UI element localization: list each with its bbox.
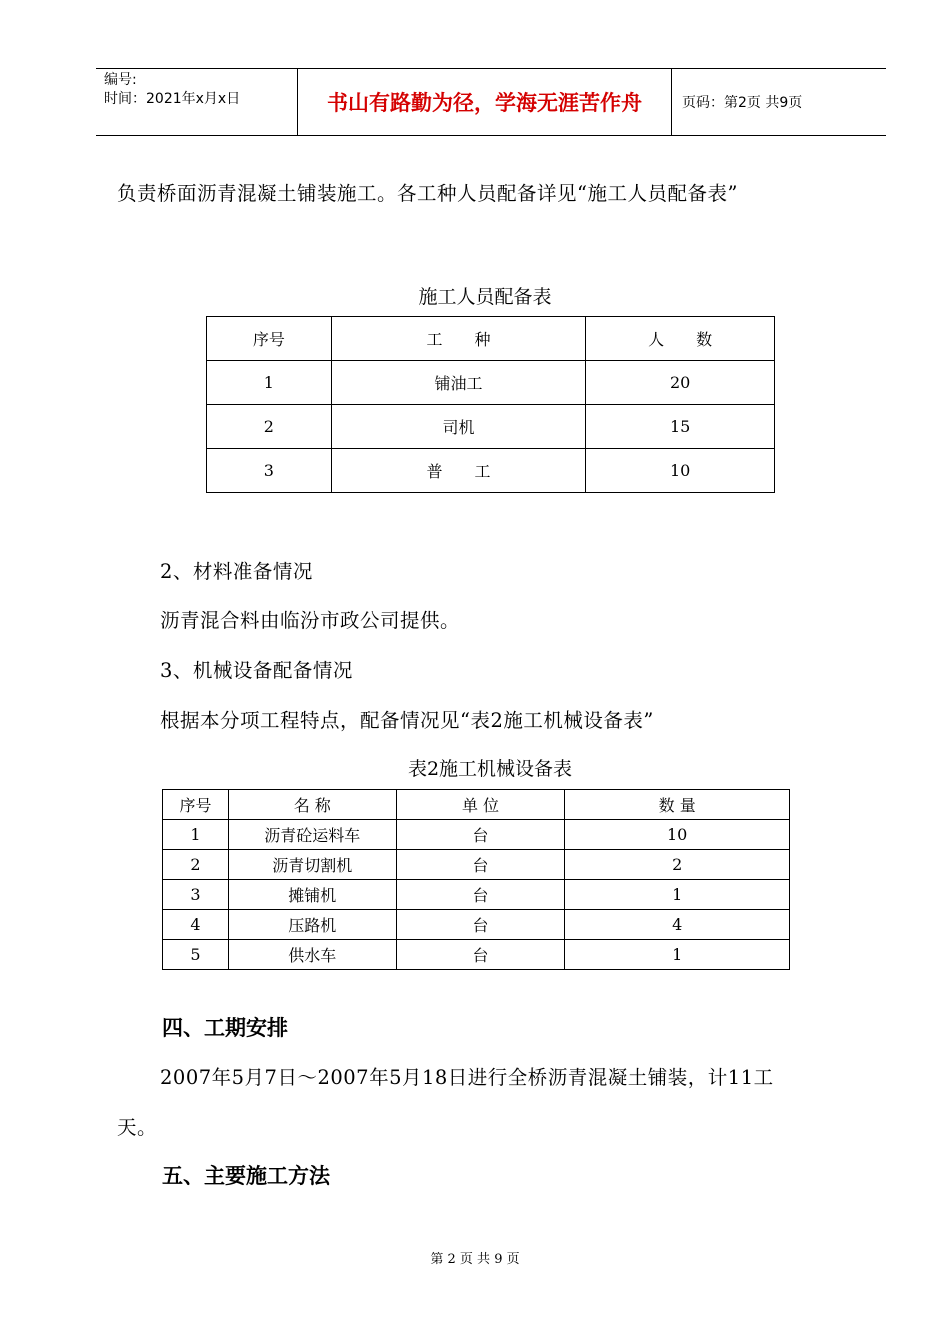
header-page-info: 页码：第2页 共9页: [682, 95, 803, 111]
section4-heading: 四、工期安排: [162, 1016, 288, 1040]
table-cell: 1: [163, 820, 229, 850]
table-cell: 供水车: [228, 940, 396, 970]
table-cell: 普 工: [331, 449, 586, 493]
table-cell: 3: [207, 449, 332, 493]
personnel-table: [206, 316, 775, 493]
intro-paragraph: 负责桥面沥青混凝土铺装施工。各工种人员配备详见“施工人员配备表”: [117, 182, 738, 205]
table-header-row: [207, 317, 775, 361]
table-cell: 台: [396, 940, 565, 970]
header-cell: 人 数: [586, 317, 775, 361]
table-cell: 3: [163, 880, 229, 910]
header-cell: 序号: [163, 790, 229, 820]
table2-caption: 表2施工机械设备表: [407, 758, 573, 780]
table-cell: 2: [565, 850, 790, 880]
header-cell: 单 位: [396, 790, 565, 820]
header-cell: 工 种: [331, 317, 586, 361]
table-cell: 台: [396, 880, 565, 910]
table-cell: 1: [207, 361, 332, 405]
table-row: [207, 361, 775, 405]
table-row: [163, 850, 790, 880]
table-cell: 沥青砼运料车: [228, 820, 396, 850]
document-number-label: 编号:: [104, 72, 137, 88]
table-cell: 司机: [331, 405, 586, 449]
table-row: [207, 405, 775, 449]
section5-heading: 五、主要施工方法: [162, 1164, 330, 1188]
table-cell: 10: [565, 820, 790, 850]
page-footer: 第 2 页 共 9 页: [430, 1252, 520, 1267]
document-date: 时间：2021年x月x日: [104, 91, 241, 107]
table-cell: 10: [586, 449, 775, 493]
table-row: [163, 940, 790, 970]
material-text: 沥青混合料由临汾市政公司提供。: [160, 609, 461, 632]
table-cell: 1: [565, 880, 790, 910]
table-cell: 摊铺机: [228, 880, 396, 910]
section4-text-line1: 2007年5月7日～2007年5月18日进行全桥沥青混凝土铺装，计11工: [160, 1066, 774, 1089]
table-row: [163, 910, 790, 940]
table-row: [207, 449, 775, 493]
header-cell: 数 量: [565, 790, 790, 820]
equipment-heading: 3、机械设备配备情况: [160, 659, 353, 682]
table-cell: 4: [163, 910, 229, 940]
header-cell: 名 称: [228, 790, 396, 820]
table-cell: 1: [565, 940, 790, 970]
table-cell: 4: [565, 910, 790, 940]
table-cell: 铺油工: [331, 361, 586, 405]
table-cell: 沥青切割机: [228, 850, 396, 880]
header-cell: 序号: [207, 317, 332, 361]
table-cell: 2: [163, 850, 229, 880]
section4-text-line2: 天。: [117, 1116, 158, 1139]
table-cell: 台: [396, 910, 565, 940]
table-cell: 2: [207, 405, 332, 449]
equipment-table: [162, 789, 790, 970]
table-row: [163, 880, 790, 910]
page-header: [96, 68, 886, 136]
header-meta: [96, 69, 298, 135]
table1-caption: 施工人员配备表: [418, 286, 552, 308]
table-header-row: [163, 790, 790, 820]
header-motto: 书山有路勤为径，学海无涯苦作舟: [298, 69, 672, 135]
table-cell: 5: [163, 940, 229, 970]
table-row: [163, 820, 790, 850]
table-cell: 15: [586, 405, 775, 449]
table-cell: 台: [396, 850, 565, 880]
material-heading: 2、材料准备情况: [160, 560, 313, 583]
equipment-text: 根据本分项工程特点，配备情况见“表2施工机械设备表”: [160, 709, 654, 732]
table-cell: 台: [396, 820, 565, 850]
table-cell: 20: [586, 361, 775, 405]
table-cell: 压路机: [228, 910, 396, 940]
